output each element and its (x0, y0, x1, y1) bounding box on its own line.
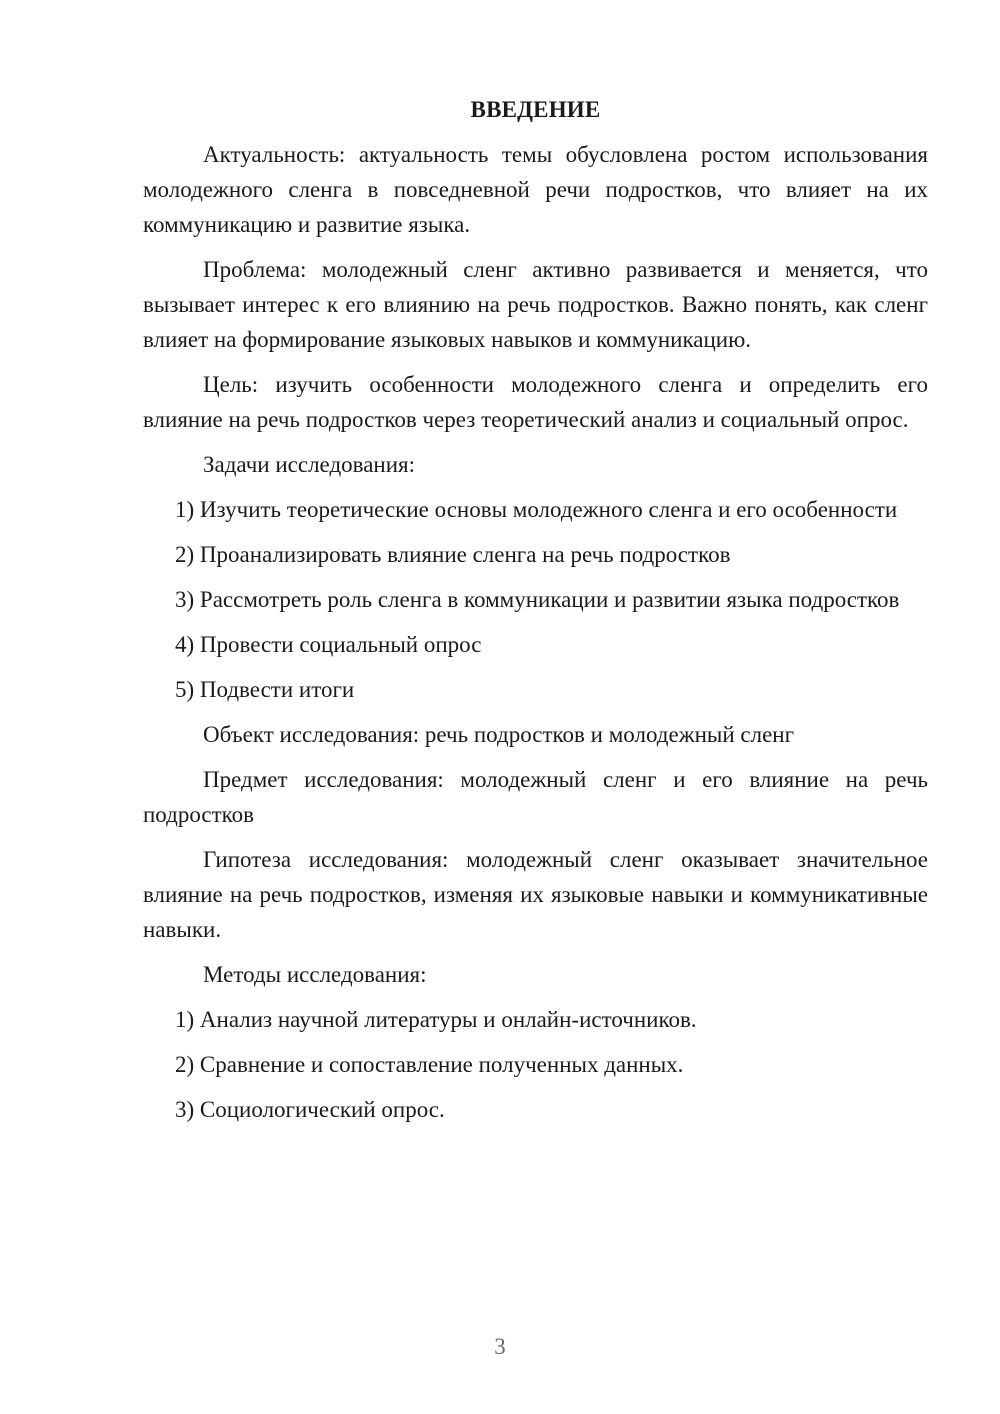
hypothesis-paragraph: Гипотеза исследования: молодежный сленг оказывает значительное влияние на речь подростков, изменяя их языковые навыки и коммуникативные навыки. (143, 847, 928, 942)
subject-paragraph: Предмет исследования: молодежный сленг и его влияние на речь подростков (143, 767, 928, 827)
task-item-3: 3) Рассмотреть роль сленга в коммуникации и развитии языка подростков (175, 587, 900, 612)
methods-heading: Методы исследования: (203, 962, 427, 987)
task-item-1: 1) Изучить теоретические основы молодежного сленга и его особенности (175, 497, 898, 522)
page-content (143, 92, 928, 1137)
method-item-1: 1) Анализ научной литературы и онлайн-источников. (175, 1007, 697, 1032)
task-item-5: 5) Подвести итоги (175, 677, 355, 702)
relevance-paragraph: Актуальность: актуальность темы обусловлена ростом использования молодежного сленга в повседневной речи подростков, что влияет на их коммуникацию и развитие языка. (143, 142, 928, 237)
page-number: 3 (494, 1334, 506, 1359)
object-paragraph: Объект исследования: речь подростков и молодежный сленг (203, 722, 795, 747)
tasks-heading: Задачи исследования: (203, 452, 416, 477)
method-item-2: 2) Сравнение и сопоставление полученных данных. (175, 1052, 684, 1077)
task-item-4: 4) Провести социальный опрос (175, 632, 482, 657)
goal-paragraph: Цель: изучить особенности молодежного сленга и определить его влияние на речь подростков через теоретический анализ и социальный опрос. (143, 372, 928, 432)
method-item-3: 3) Социологический опрос. (175, 1097, 445, 1122)
section-heading: ВВЕДЕНИЕ (470, 97, 601, 122)
task-item-2: 2) Проанализировать влияние сленга на речь подростков (175, 542, 731, 567)
problem-paragraph: Проблема: молодежный сленг активно развивается и меняется, что вызывает интерес к его влиянию на речь подростков. Важно понять, как сленг влияет на формирование языковых навыков и коммуникацию. (143, 257, 928, 352)
